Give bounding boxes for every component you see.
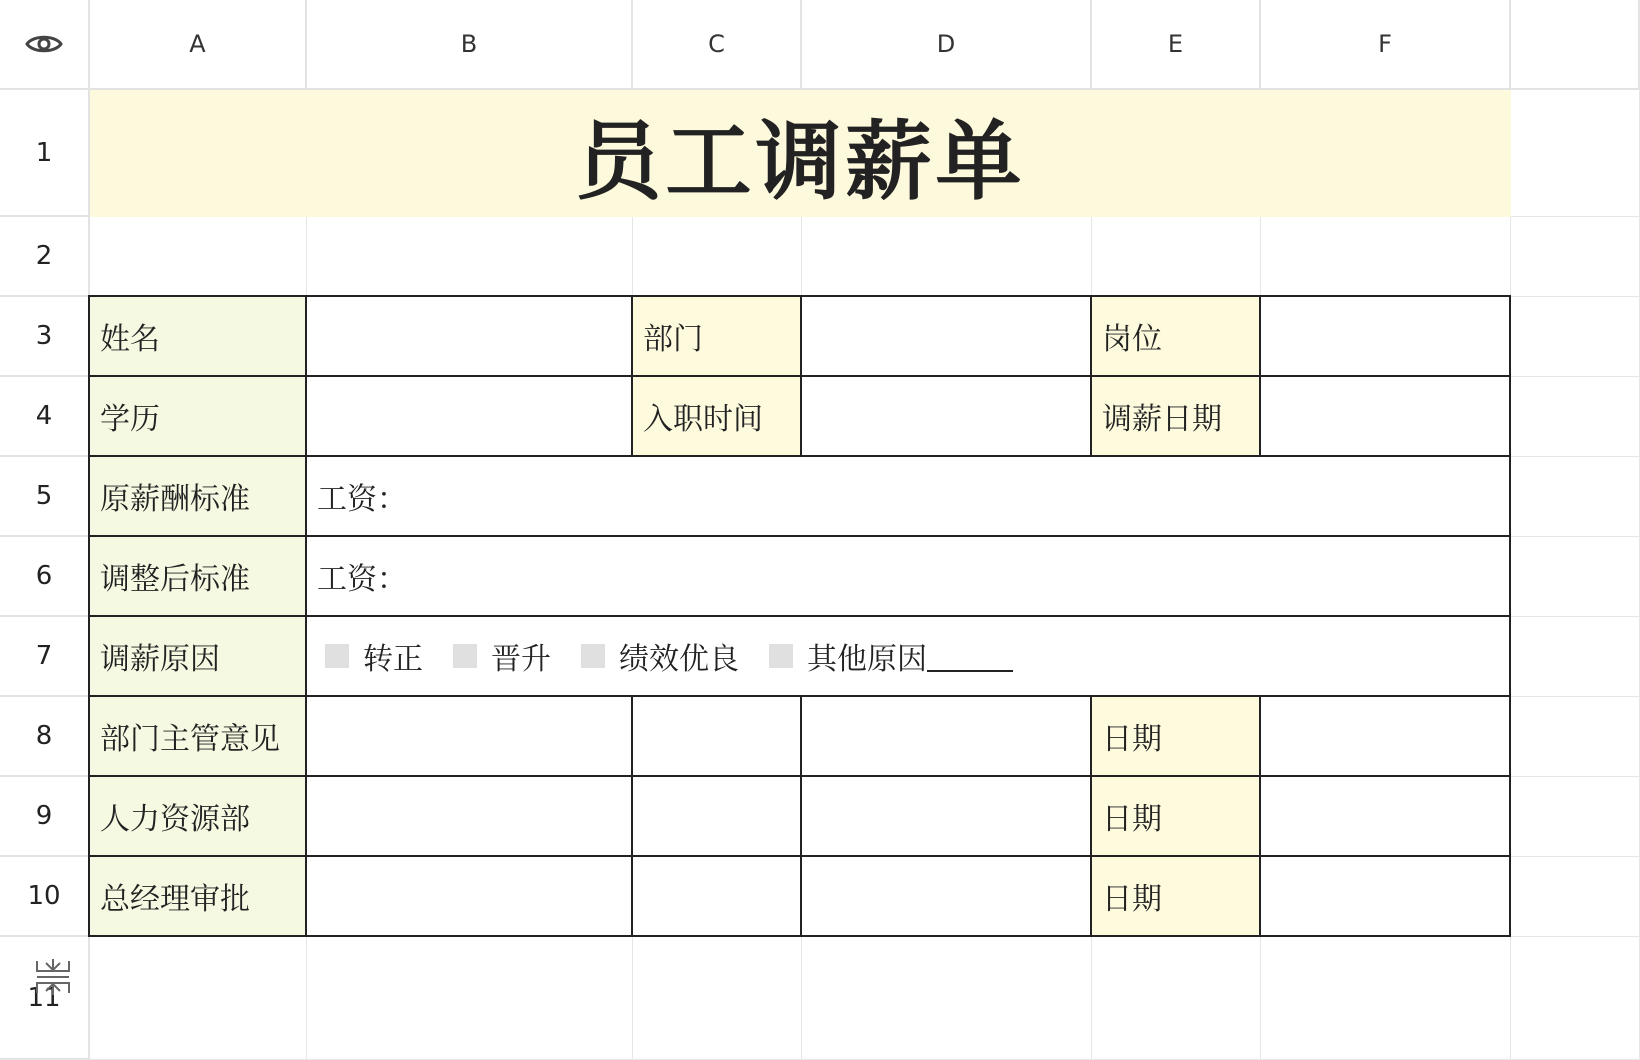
cell-g5[interactable]	[1511, 457, 1640, 537]
hr-b-cell[interactable]	[307, 777, 633, 857]
cell-b11[interactable]	[307, 937, 633, 1060]
cell-g1[interactable]	[1511, 90, 1640, 217]
gm-b-cell[interactable]	[307, 857, 633, 937]
gm-date-value[interactable]	[1261, 857, 1511, 937]
gm-date-label[interactable]: 日期	[1092, 857, 1261, 937]
freeze-rows-icon[interactable]	[34, 957, 72, 997]
reason-label[interactable]: 调薪原因	[90, 617, 307, 697]
checkbox[interactable]	[453, 644, 477, 668]
cell-g3[interactable]	[1511, 297, 1640, 377]
row-header-8[interactable]: 8	[0, 697, 90, 777]
name-value-cell[interactable]	[307, 297, 633, 377]
checkbox[interactable]	[769, 644, 793, 668]
adjusted-salary-label[interactable]: 调整后标准	[90, 537, 307, 617]
column-header-a[interactable]: A	[90, 0, 307, 90]
manager-b-cell[interactable]	[307, 697, 633, 777]
select-all-corner[interactable]	[0, 0, 90, 90]
manager-c-cell[interactable]	[633, 697, 802, 777]
hr-date-value[interactable]	[1261, 777, 1511, 857]
column-header-d[interactable]: D	[802, 0, 1092, 90]
manager-d-cell[interactable]	[802, 697, 1092, 777]
hire-date-value-cell[interactable]	[802, 377, 1092, 457]
gm-c-cell[interactable]	[633, 857, 802, 937]
cell-f11[interactable]	[1261, 937, 1511, 1060]
name-label[interactable]: 姓名	[90, 297, 307, 377]
cell-f2[interactable]	[1261, 217, 1511, 297]
row-header-10[interactable]: 10	[0, 857, 90, 937]
adjust-date-label[interactable]: 调薪日期	[1092, 377, 1261, 457]
cell-a11[interactable]	[90, 937, 307, 1060]
column-header-f[interactable]: F	[1261, 0, 1511, 90]
cell-c2[interactable]	[633, 217, 802, 297]
dept-label[interactable]: 部门	[633, 297, 802, 377]
reason-option-other[interactable]	[761, 634, 1013, 678]
cell-g11[interactable]	[1511, 937, 1640, 1060]
row-header-2[interactable]: 2	[0, 217, 90, 297]
cell-g8[interactable]	[1511, 697, 1640, 777]
adjusted-salary-value[interactable]: 工资：	[307, 537, 1511, 617]
original-salary-value[interactable]: 工资：	[307, 457, 1511, 537]
row-header-11[interactable]: 11	[0, 937, 90, 1060]
position-label[interactable]: 岗位	[1092, 297, 1261, 377]
cell-g4[interactable]	[1511, 377, 1640, 457]
education-label[interactable]: 学历	[90, 377, 307, 457]
gm-d-cell[interactable]	[802, 857, 1092, 937]
row-header-9[interactable]: 9	[0, 777, 90, 857]
reason-option-label: 其他原因	[807, 642, 927, 677]
original-salary-label[interactable]: 原薪酬标准	[90, 457, 307, 537]
hr-d-cell[interactable]	[802, 777, 1092, 857]
reason-option-performance[interactable]	[573, 634, 739, 678]
column-header-e[interactable]: E	[1092, 0, 1261, 90]
reason-option-label: 绩效优良	[619, 642, 739, 677]
hr-date-label[interactable]: 日期	[1092, 777, 1261, 857]
cell-e2[interactable]	[1092, 217, 1261, 297]
row-header-4[interactable]: 4	[0, 377, 90, 457]
manager-label[interactable]: 部门主管意见	[90, 697, 307, 777]
row-header-6[interactable]: 6	[0, 537, 90, 617]
reason-option-label: 转正	[363, 642, 423, 677]
hr-c-cell[interactable]	[633, 777, 802, 857]
manager-date-label[interactable]: 日期	[1092, 697, 1261, 777]
blank-underline	[927, 640, 1013, 672]
reason-options[interactable]	[307, 617, 1511, 697]
cell-g7[interactable]	[1511, 617, 1640, 697]
row-header-5[interactable]: 5	[0, 457, 90, 537]
cell-e11[interactable]	[1092, 937, 1261, 1060]
row-header-7[interactable]: 7	[0, 617, 90, 697]
eye-icon[interactable]	[25, 32, 63, 56]
row-header-1[interactable]: 1	[0, 90, 90, 217]
cell-a2[interactable]	[90, 217, 307, 297]
cell-g2[interactable]	[1511, 217, 1640, 297]
dept-value-cell[interactable]	[802, 297, 1092, 377]
hr-label[interactable]: 人力资源部	[90, 777, 307, 857]
cell-g9[interactable]	[1511, 777, 1640, 857]
column-header-c[interactable]: C	[633, 0, 802, 90]
row-header-3[interactable]: 3	[0, 297, 90, 377]
checkbox[interactable]	[581, 644, 605, 668]
cell-g10[interactable]	[1511, 857, 1640, 937]
hire-date-label[interactable]: 入职时间	[633, 377, 802, 457]
position-value-cell[interactable]	[1261, 297, 1511, 377]
cell-b2[interactable]	[307, 217, 633, 297]
form-title[interactable]: 员工调薪单	[90, 90, 1511, 217]
reason-option-label: 晋升	[491, 642, 551, 677]
column-header-b[interactable]: B	[307, 0, 633, 90]
adjust-date-value-cell[interactable]	[1261, 377, 1511, 457]
cell-d2[interactable]	[802, 217, 1092, 297]
cell-c11[interactable]	[633, 937, 802, 1060]
column-header-extra[interactable]	[1511, 0, 1640, 90]
reason-option-promotion[interactable]	[445, 634, 551, 678]
education-value-cell[interactable]	[307, 377, 633, 457]
checkbox[interactable]	[325, 644, 349, 668]
cell-g6[interactable]	[1511, 537, 1640, 617]
manager-date-value[interactable]	[1261, 697, 1511, 777]
gm-label[interactable]: 总经理审批	[90, 857, 307, 937]
cell-d11[interactable]	[802, 937, 1092, 1060]
reason-option-regularization[interactable]	[317, 634, 423, 678]
